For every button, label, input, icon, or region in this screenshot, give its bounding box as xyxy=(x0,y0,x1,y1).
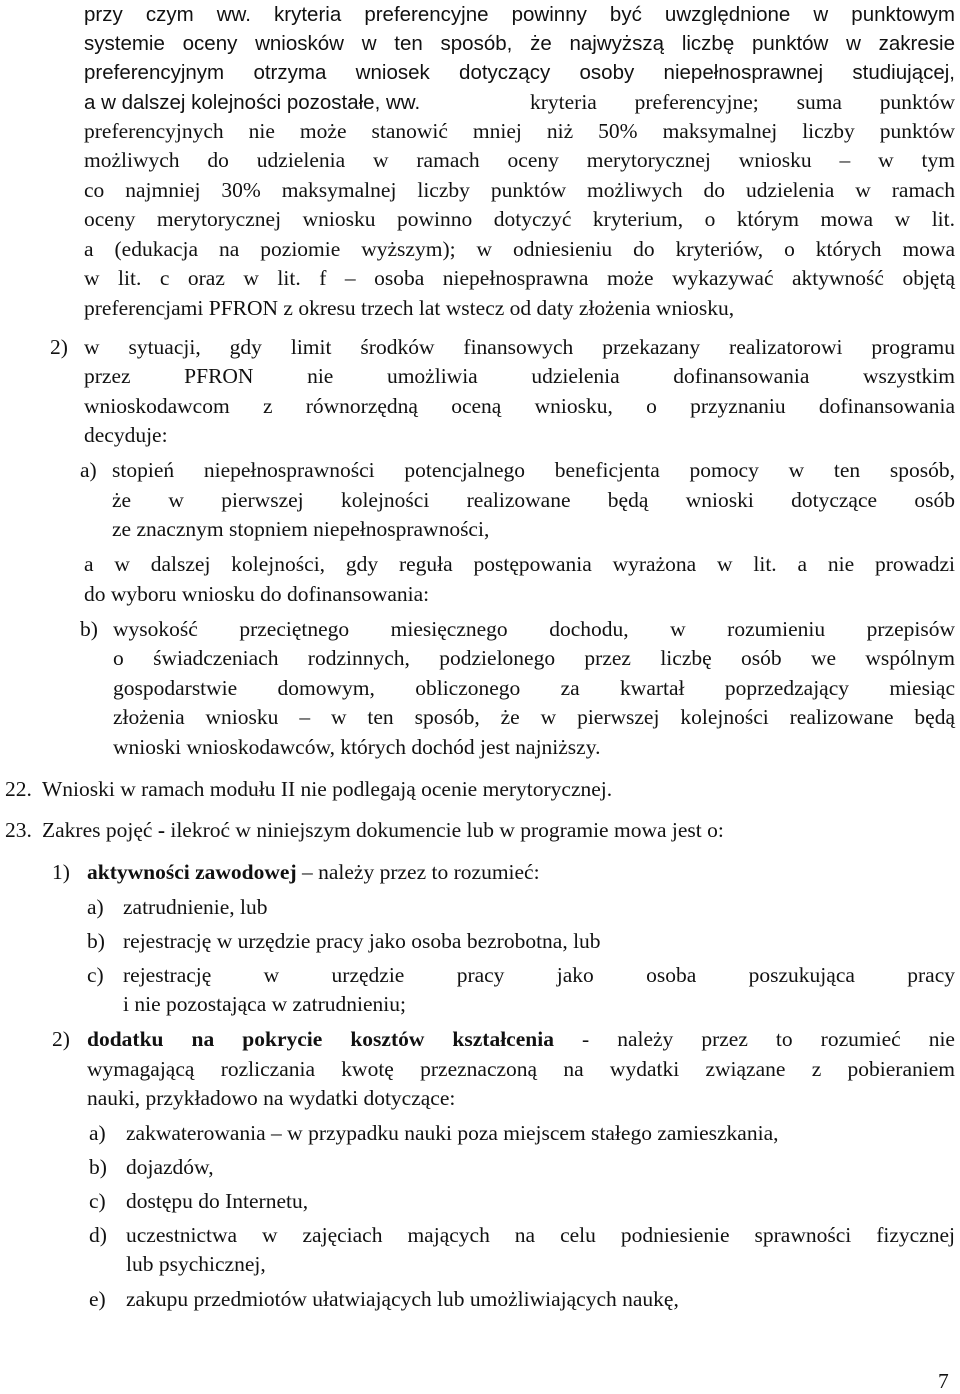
item-2b-line-1: wysokość przeciętnego miesięcznego dochodu, w rozumieniu przepisów xyxy=(113,617,955,641)
def-2-rest: - należy przez to rozumieć nie xyxy=(553,1027,955,1051)
item-2-cont-line-2: do wyboru wniosku do dofinansowania: xyxy=(84,582,430,606)
item-2a-marker: a) xyxy=(80,458,97,482)
intro-line-8: oceny merytorycznej wniosku powinno dotyczyć kryterium, o którym mowa w lit. xyxy=(84,207,955,231)
item-2b-line-2: o świadczeniach rodzinnych, podzielonego przez liczbę osób we wspólnym xyxy=(113,646,955,670)
item-2b-line-3: gospodarstwie domowym, obliczonego za kwartał poprzedzający miesiąc xyxy=(113,676,955,700)
def-2-line-3: nauki, przykładowo na wydatki dotyczące: xyxy=(87,1086,456,1110)
def-2a-marker: a) xyxy=(89,1121,106,1145)
item-2-line-3: wnioskodawcom z równorzędną oceną wniosku, o przyznaniu dofinansowania xyxy=(84,394,955,418)
item-2-marker: 2) xyxy=(50,335,68,359)
point-22-text: Wnioski w ramach modułu II nie podlegają ocenie merytorycznej. xyxy=(42,777,613,801)
def-1a-text: zatrudnienie, lub xyxy=(123,895,268,919)
def-2-marker: 2) xyxy=(52,1027,70,1051)
def-2b-text: dojazdów, xyxy=(126,1155,214,1179)
def-1-rest: – należy przez to rozumieć: xyxy=(296,860,540,884)
intro-line-11: preferencjami PFRON z okresu trzech lat wstecz od daty złożenia wniosku, xyxy=(84,296,735,320)
intro-line-2: systemie oceny wniosków w ten sposób, że najwyższą liczbę punktów w zakresie xyxy=(84,32,955,55)
intro-line-3: preferencyjnym otrzyma wniosek dotyczący osoby niepełnosprawnej studiującej, xyxy=(84,61,955,84)
def-1-marker: 1) xyxy=(52,860,70,884)
item-2b-marker: b) xyxy=(80,617,98,641)
item-2-line-4: decyduje: xyxy=(84,423,168,447)
def-2d-line-2: lub psychicznej, xyxy=(126,1252,266,1276)
item-2-line-2: przez PFRON nie umożliwia udzielenia dofinansowania wszystkim xyxy=(84,364,955,388)
def-1a-marker: a) xyxy=(87,895,104,919)
item-2a-line-1: stopień niepełnosprawności potencjalnego beneficjenta pomocy w ten sposób, xyxy=(112,458,955,482)
intro-line-10: w lit. c oraz w lit. f – osoba niepełnosprawna może wykazywać aktywność objętą xyxy=(84,266,955,290)
point-23-text xyxy=(42,816,724,845)
def-2e-marker: e) xyxy=(89,1287,106,1311)
def-1-heading xyxy=(87,858,540,887)
def-2-line-2: wymagającą rozliczania kwotę przeznaczoną na wydatki związane z pobieraniem xyxy=(87,1057,955,1081)
def-1c-line-1: rejestrację w urzędzie pracy jako osoba poszukująca pracy xyxy=(123,963,955,987)
intro-line-9: a (edukacja na poziomie wyższym); w odniesieniu do kryteriów, o których mowa xyxy=(84,237,955,261)
def-1c-line-2: i nie pozostająca w zatrudnieniu; xyxy=(123,992,406,1016)
item-2-line-1: w sytuacji, gdy limit środków finansowych przekazany realizatorowi programu xyxy=(84,335,955,359)
def-2a-text: zakwaterowania – w przypadku nauki poza miejscem stałego zamieszkania, xyxy=(126,1121,779,1145)
def-1c-marker: c) xyxy=(87,963,104,987)
point-23-text-before: Zakres pojęć xyxy=(42,818,158,842)
def-2-term: dodatku na pokrycie kosztów kształcenia xyxy=(87,1027,554,1051)
intro-line-7: co najmniej 30% maksymalnej liczby punktów możliwych do udzielenia w ramach xyxy=(84,178,955,202)
point-23-marker: 23. xyxy=(5,818,32,842)
item-2-cont-line-1: a w dalszej kolejności, gdy reguła postępowania wyrażona w lit. a nie prowadzi xyxy=(84,552,955,576)
def-2d-line-1: uczestnictwa w zajęciach mających na celu podniesienie sprawności fizycznej xyxy=(126,1223,955,1247)
intro-line-1: przy czym ww. kryteria preferencyjne powinny być uwzględnione w punktowym xyxy=(84,3,955,26)
point-22-marker: 22. xyxy=(5,777,32,801)
item-2a-line-2: że w pierwszej kolejności realizowane będą wnioski dotyczące osób xyxy=(112,488,955,512)
def-1-term: aktywności zawodowej xyxy=(87,860,297,884)
item-2b-line-4: złożenia wniosku – w ten sposób, że w pierwszej kolejności realizowane będą xyxy=(113,705,955,729)
def-2-heading xyxy=(87,1025,955,1054)
item-2a-line-3: ze znacznym stopniem niepełnosprawności, xyxy=(112,517,490,541)
def-2d-marker: d) xyxy=(89,1223,107,1247)
intro-line-6: możliwych do udzielenia w ramach oceny merytorycznej wniosku – w tym xyxy=(84,148,955,172)
intro-line-4a: a w dalszej kolejności pozostałe, ww. xyxy=(84,91,421,114)
def-2c-marker: c) xyxy=(89,1189,106,1213)
point-23-text-after: ilekroć w niniejszym dokumencie lub w programie mowa jest o: xyxy=(164,818,724,842)
intro-line-5: preferencyjnych nie może stanowić mniej niż 50% maksymalnej liczby punktów xyxy=(84,119,955,143)
item-2b-line-5: wnioski wnioskodawców, których dochód jest najniższy. xyxy=(113,735,601,759)
page-number: 7 xyxy=(938,1369,949,1393)
intro-line-4b: kryteria preferencyjne; suma punktów xyxy=(530,90,955,114)
def-1b-marker: b) xyxy=(87,929,105,953)
def-2b-marker: b) xyxy=(89,1155,107,1179)
def-2e-text: zakupu przedmiotów ułatwiających lub umożliwiających naukę, xyxy=(126,1287,679,1311)
def-1b-text: rejestrację w urzędzie pracy jako osoba bezrobotna, lub xyxy=(123,929,601,953)
point-23-dash: - xyxy=(157,818,165,842)
def-2c-text: dostępu do Internetu, xyxy=(126,1189,309,1213)
